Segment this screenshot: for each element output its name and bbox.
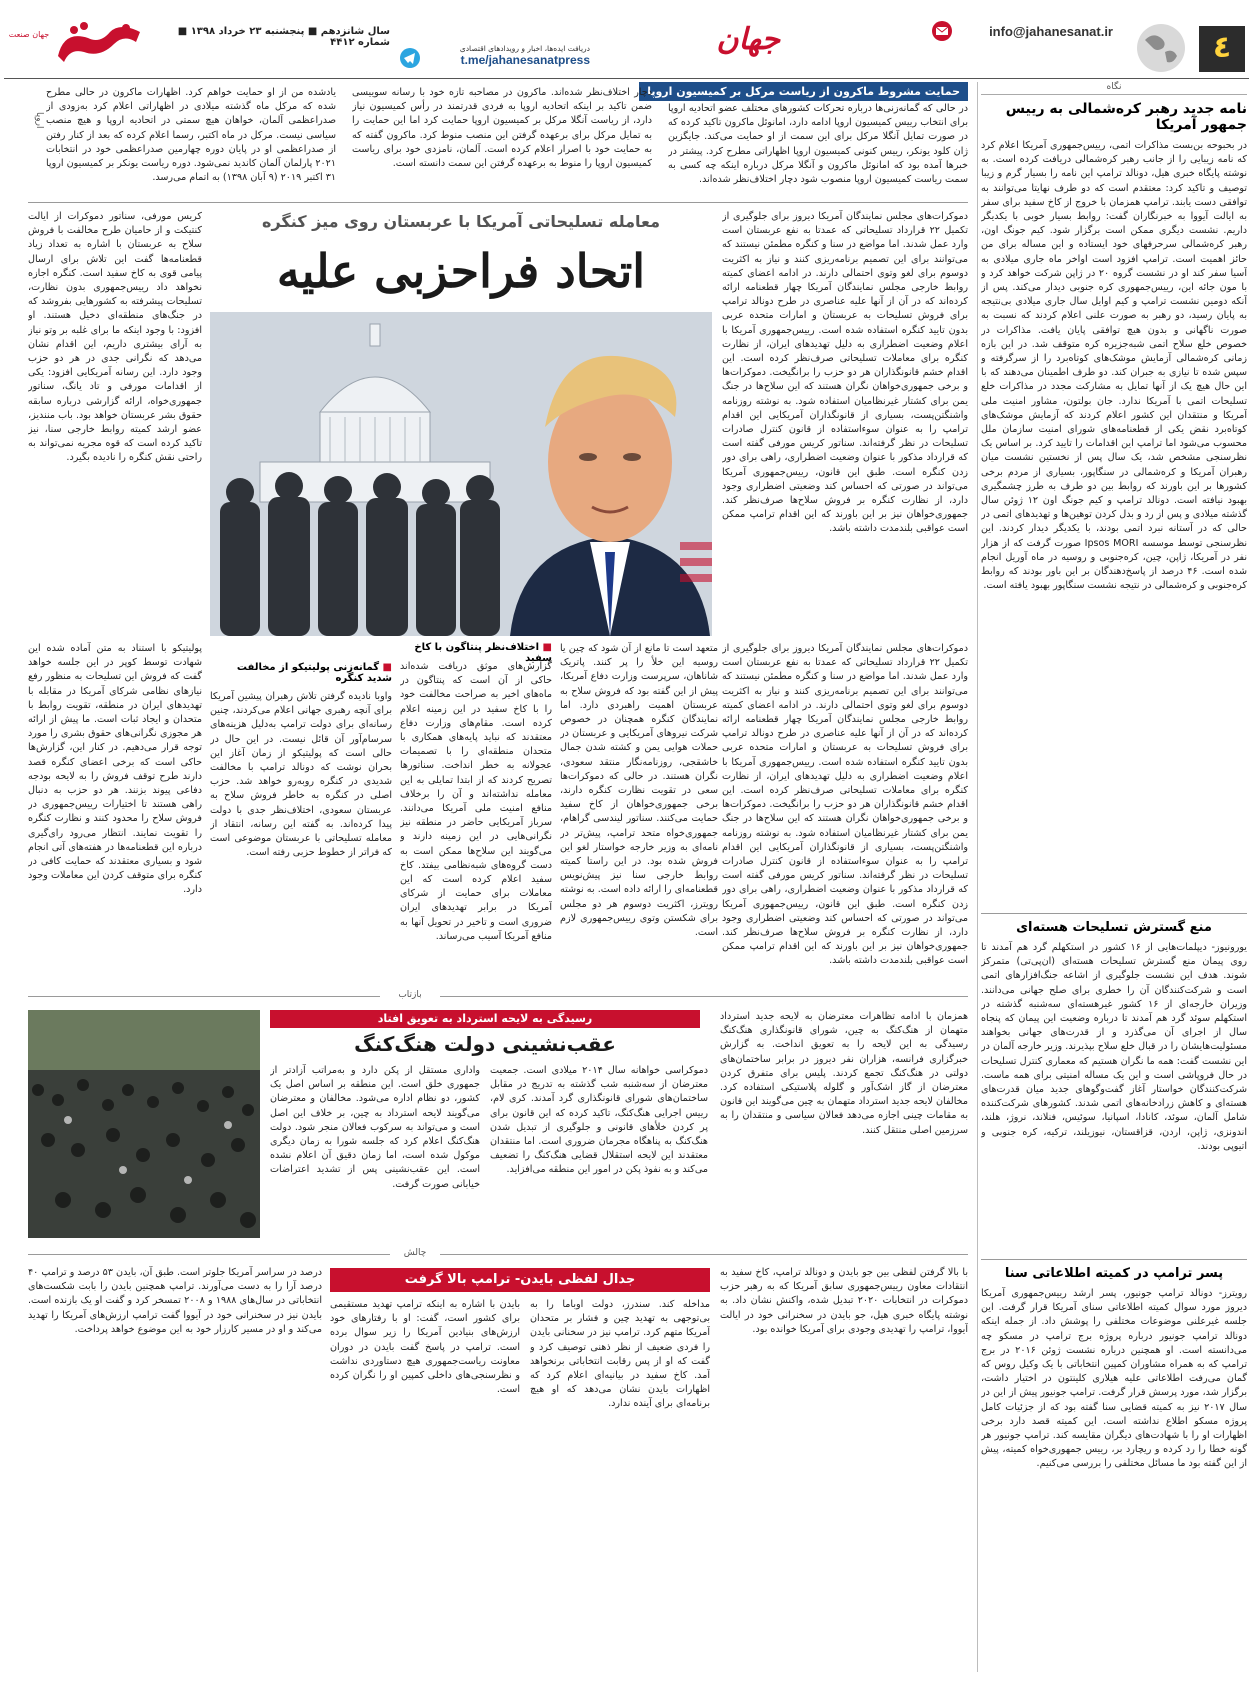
hk-col2: دموکراسی خواهانه سال ۲۰۱۴ میلادی است. جمعیت معترضان از سه‌شنبه شب گذشته به تدریج در مقابل ساختمان‌های شورای قانونگذاری گرد آمدند. کری لام، رییس اجرایی هنگ‌کنگ، تاکید کرده که این قانون برای پر کردن خلأهای قانونی و جلوگیری از تبدیل شدن هنگ‌کنگ به پناهگاه مجرمان ضروری است. اما منتقدان معتقدند این لایحه استقلال قضایی هنگ‌کنگ را تضعیف می‌کند و به نفوذ پکن در امور این منطقه می‌افزاید. [490,1065,708,1176]
sidebar-rule [977,82,978,1672]
sidebar-body-2: یورونیوز- دیپلمات‌هایی از ۱۶ کشور در استکهلم گرد هم آمدند تا روی پیمان منع گسترش تسلیحات هسته‌ای (ان‌پی‌تی) متمرکز شوند. هدف این نشست جلوگیری از اشاعه جنگ‌افزارهای اتمی است و شرکت‌کنندگان آن را خطری برای صلح جهانی می‌دانند. وزیران خارجه‌ای از ۱۶ کشور غیرهسته‌ای سه‌شنبه گذشته در استکهلم سوئد گرد هم آمدند تا درباره وضعیت این پیمان که پنجاه سال از اجرای آن می‌گذرد و از قدرت‌های جهانی بخواهند مسئولیت‌هایشان را در قبال خلع سلاح بپذیرند. وزیر خارجه آلمان در این نشست گفت: همه ما نگران هستیم که معماری کنترل تسلیحات در حال فروپاشی است و این یک مساله امنیتی برای همه ماست. شرکت‌کنندگان خواستار آغاز گفت‌وگوهای جدید میان قدرت‌های هسته‌ای و کاهش زرادخانه‌های اتمی شدند. کشورهای شرکت‌کننده شامل آلمان، سوئد، کانادا، اسپانیا، سوئیس، فنلاند، نروژ، هلند، اندونزی، ژاپن، اردن، قزاقستان، نیوزیلند، ترکیه، کره جنوبی و اتیوپی بودند. [981,942,1247,1152]
main-subhead-1-text: اختلاف‌نظر پنتاگون با کاخ سفید [414,642,552,664]
sidebar-title: نامه جدید رهبر کره‌شمالی به رییس جمهور آمریکا [1005,101,1247,133]
hk-photo [28,1010,260,1238]
main-subhead-2 [210,662,392,684]
biden-col1: با بالا گرفتن لفظی بین جو بایدن و دونالد ترامپ، کاخ سفید به انتقادات معاون رییس‌جمهوری سابق آمریکا که به رهبر حزب دموکرات در انتخابات ۲۰۲۰ تبدیل شده، واکنش نشان داد. به نوشته پایگاه خبری هیل، جو بایدن در سخنرانی خود در ایالت آیووا، ترامپ را تهدیدی وجودی برای آمریکا خوانده بود. [720,1267,968,1335]
main-headline: اتحاد فراحزبی علیه [276,244,646,298]
hk-col3: واداری مستقل از پکن دارد و به‌مراتب آزادتر از جمهوری خلق است. این منطقه بر اساس اصل یک کشور، دو نظام اداره می‌شود. مخالفان و معترضان می‌گویند لایحه استرداد به چین، بر خلاف این اصل است و می‌تواند به سرکوب فعالان منجر شود. دولت هنگ‌کنگ اعلام کرد که جلسه شورا به زمان دیگری موکول شده است، اما زمان دقیق آن اعلام نشده است. این عقب‌نشینی پس از تشدید اعتراضات خیابانی صورت گرفت. [270,1065,480,1190]
main-col-far-left: پولیتیکو با استناد به متن آماده شده این شهادت توسط کوپر در این جلسه خواهد گفت که فروش این تسلیحات به منظور رفع نیازهای نظامی شرکای آمریکا در مقابله با تهدیدهای ایران در منطقه، تقویت روابط با متحدان و ایجاد ثبات است. ما پیش از ارائه هر مجوزی نگرانی‌های حقوق بشری را مورد توجه قرار می‌دهیم. در کنار این، گزارش‌ها حاکی است که برخی اعضای کنگره قصد دارند طرح توقف فروش را به لایحه بودجه دفاعی پیوند بزنند. هر دو حزب به دنبال راهی هستند تا اختیارات رییس‌جمهوری در فروش سلاح را محدود کنند و نظارت کنگره را تقویت نمایند. انتظار می‌رود رای‌گیری درباره این قطعنامه‌ها در هفته‌های آتی انجام شود و بسیاری معتقدند که حمایت کافی در کنگره برای متوقف کردن این معاملات وجود دارد. [28,643,202,896]
biden-strap: جدال لفظی بایدن- ترامپ بالا گرفت [330,1268,710,1292]
top-box [28,82,968,200]
biden-col3: بایدن با اشاره به اینکه ترامپ تهدید مستقیمی برای کشور است، گفت: او با رفتارهای خود ارزش‌های بنیادین آمریکا را زیر سوال برده است. ترامپ در پاسخ گفت بایدن در دوران معاونت ریاست‌جمهوری هیچ دستاوردی نداشت و نظرسنجی‌های داخلی کمپین او را نگران کرده است. [330,1299,520,1396]
biden-kicker: چالش [390,1248,440,1258]
section-rule-2 [28,1254,968,1255]
logo-text: جهان صنعت [8,30,50,39]
hk-kicker: بازتاب [380,990,440,1000]
capitol-trump-illustration [210,312,712,636]
telegram-caption: دریافت ایده‌ها، اخبار و رویدادهای اقتصادی [459,44,590,53]
main-col-right-lower-text: دموکرات‌های مجلس نمایندگان آمریکا دیروز برای جلوگیری از تکمیل ۲۲ قرارداد تسلیحاتی که عمدتا به نفع عربستان است وارد عمل شدند. اما مواضع در سنا و کنگره مطمئن نیستند که می‌توانند برای این تصمیم برنامه‌ریزی کنند و نیاز به اکثریت دوسوم برای لغو وتوی احتمالی دارند. در ادامه اعضای کمیته روابط خارجی مجلس نمایندگان آمریکا چهار قطعنامه ارائه کرده‌اند که در آن از آنها علیه عناصری در طرح دونالد ترامپ برای فروش تسلیحات به عربستان و امارات متحده عربی بدون تایید کنگره استفاده شده است. رییس‌جمهوری آمریکا با اعلام وضعیت اضطراری به دلیل تهدیدهای ایران، از نظارت کنگره برای معاملات تسلیحاتی صرف‌نظر کرده است. این اقدام خشم قانونگذاران هر دو حزب را برانگیخت. دموکرات‌ها و برخی جمهوری‌خواهان نگران هستند که این سلاح‌ها در جنگ یمن برای کشتار غیرنظامیان استفاده شود. به نوشته روزنامه واشنگتن‌پست، بسیاری از قانونگذاران آمریکایی این اقدام ترامپ را به عنوان سوءاستفاده از قانون کنترل صادرات تسلیحات در نظر گرفته‌اند. سناتور کریس مورفی گفته است که قرارداد مذکور با عنوان وضعیت اضطراری، راهی برای دور زدن کنگره است. طبق این قانون، رییس‌جمهوری آمریکا می‌تواند در صورتی که احساس کند وضعیتی اضطراری وجود دارد، از نظارت کنگره بر فروش سلاح‌ها صرف‌نظر کند. جمهوری‌خواهان نیز بر این باورند که این اقدام ترامپ ممکن است عواقبی بلندمدت داشته باشد. [722,643,968,967]
section-rule-1 [28,996,968,997]
main-col-right-lower [722,642,968,990]
top-box-col2: دچار اختلاف‌نظر شده‌اند. ماکرون در مصاحبه تازه خود با رسانه سوییسی ضمن تاکید بر اینکه اتحادیه اروپا به فردی قدرتمند در رأس کمیسیون نیاز دارد، از ریاست آنگلا مرکل بر کمیسیون اروپا حمایت کرد اما این حمایت را به تمایل مرکل برای برعهده گرفتن این منصب منوط کرد. ماکرون گفته که به حمایت خود با اصرار اعلام کرده است. آلمان، نامزدی خود برای ریاست کمیسیون اروپا را منوط به برعهده گرفتن این سمت دانسته است. [352,87,652,170]
email-link[interactable]: info@jahanesanat.ir [989,24,1113,39]
email-icon [931,20,953,42]
sidebar-kicker: نگاه [981,82,1247,95]
top-box-col3: یادشده من از او حمایت خواهم کرد. اظهارات ماکرون در حالی مطرح شده که مرکل ماه گذشته میلادی در اظهاراتی اعلام کرد به‌زودی از صدراعظمی آلمان، خواهان هیچ سمتی در اتحادیه اروپا و هیچ منصب سیاسی نیست. مرکل در ماه اکتبر، رسما اعلام کرده که بعد از کنار رفتن از صدراعظمی او در پایان دوره چهارمین صدراعظمی خود در انتخابات ۲۰۲۱ پارلمان آلمان کاندید نمی‌شود. دوره ریاست یونکر بر کمیسیون اروپا ۳۱ اکتبر ۲۰۱۹ (۹ آبان ۱۳۹۸) به اتمام می‌رسد. [46,87,336,184]
hk-strap: رسیدگی به لایحه استرداد به تعویق افتاد [270,1010,700,1028]
sidebar-divider-2 [981,1259,1247,1260]
top-box-tag: اروپا [34,112,44,129]
main-col-right: دموکرات‌های مجلس نمایندگان آمریکا دیروز برای جلوگیری از تکمیل ۲۲ قرارداد تسلیحاتی که عمدتا به نفع عربستان است وارد عمل شدند. اما مواضع در سنا و کنگره مطمئن نیستند که می‌توانند برای این تصمیم برنامه‌ریزی کنند و نیاز به اکثریت دوسوم برای لغو وتوی احتمالی دارند. در ادامه اعضای کمیته روابط خارجی مجلس نمایندگان آمریکا چهار قطعنامه ارائه کرده‌اند که در آن از آنها علیه عناصری در طرح دونالد ترامپ برای فروش تسلیحات به عربستان و امارات متحده عربی بدون تایید کنگره استفاده شده است. رییس‌جمهوری آمریکا با اعلام وضعیت اضطراری به دلیل تهدیدهای ایران، از نظارت کنگره برای معاملات تسلیحاتی صرف‌نظر کرده است. این اقدام خشم قانونگذاران هر دو حزب را برانگیخت. دموکرات‌ها و برخی جمهوری‌خواهان نگران هستند که این سلاح‌ها در جنگ یمن برای کشتار غیرنظامیان استفاده شود. به نوشته روزنامه واشنگتن‌پست، بسیاری از قانونگذاران آمریکایی این اقدام ترامپ را به عنوان سوءاستفاده از قانون کنترل صادرات تسلیحات در نظر گرفته‌اند. سناتور کریس مورفی گفته است که قرارداد مذکور با عنوان وضعیت اضطراری، راهی برای دور زدن کنگره است. طبق این قانون، رییس‌جمهوری آمریکا می‌تواند در صورتی که احساس کند وضعیتی اضطراری وجود دارد، از نظارت کنگره بر فروش سلاح‌ها صرف‌نظر کند. جمهوری‌خواهان نیز بر این باورند که این اقدام ترامپ ممکن است عواقبی بلندمدت داشته باشد. [722,211,968,535]
main-col-center-left: واوبا نادیده گرفتن تلاش رهبران پیشین آمریکا برای آنچه رهبری جهانی اعلام می‌کردند، چنین رسانه‌ای برای دولت ترامپ به‌دلیل هزینه‌های سرسام‌آور آن قائل نیست. در این حال در حالی است که پولیتیکو از زمان آغاز این بحران نوشت که دونالد ترامپ با مخالفت شدیدی در کنگره روبه‌رو خواهد شد. حزب اصلی در کنگره به خاطر فروش سلاح به عربستان سعودی، اختلاف‌نظر جدی با دولت پیدا کرده‌اند. به گفته این رسانه، انتقاد از معامله تسلیحاتی با عربستان موضوعی است که فراتر از خطوط حزبی رفته است. [210,691,392,859]
top-box-rule [28,202,968,203]
main-col-center: گزارش‌های موثق دریافت شده‌اند حاکی از آن است که پنتاگون در ماه‌های اخیر به صراحت مخالفت خود را با کاخ سفید در این زمینه اعلام کرده است. مقام‌های وزارت دفاع معتقدند که نباید پایه‌های همکاری با متحدان منطقه‌ای را با تصمیمات عجولانه به خطر انداخت. سناتورها تصریح کردند که از ابتدا تمایلی به این معامله نداشته‌اند و آن را برخلاف منافع امنیت ملی آمریکا می‌دانند. سرباز آمریکایی حاضر در منطقه نیز نگرانی‌هایی در این زمینه دارند و می‌گویند این سلاح‌ها ممکن است به دست گروه‌های شبه‌نظامی بیفتد. کاخ سفید اعلام کرده است که این معاملات برای حمایت از شرکای آمریکا در برابر تهدیدهای ایران ضروری است و تاخیر در تحویل آنها به منافع آمریکا آسیب می‌رساند. [400,661,552,942]
sidebar-title-2: منع گسترش تسلیحات هسته‌ای [1016,920,1212,935]
main-col-left: کریس مورفی، سناتور دموکرات از ایالت کنتیکت و از حامیان طرح مخالفت با فروش سلاح به عربستان با اشاره به تعداد زیاد قطعنامه‌ها گفت این تلاش برای ارسال پیامی قوی به کاخ سفید است. کنگره اجازه نخواهد داد رییس‌جمهوری بدون نظارت، تسلیحات پیشرفته به کشورهایی بفروشد که در جنگ‌های منطقه‌ای دخیل هستند. او افزود: با وجود اینکه ما برای غلبه بر وتو نیاز به آرای بیشتری داریم، این اقدام نشان می‌دهد که نگرانی جدی در هر دو حزب وجود دارد. این رسانه آمریکایی افزود: یکی از اقدامات مورفی و تاد یانگ، سناتور جمهوری‌خواه، ارائه گزارشی درباره سابقه حقوق بشر عربستان خواهد بود. باب مننديز، عضو ارشد کمیته روابط خارجی سنا، نیز تاکید کرده است که قوه مجریه نمی‌تواند به راحتی نقش کنگره را نادیده بگیرد. [28,211,202,464]
telegram-link[interactable]: t.me/jahanesanatpress [460,53,590,67]
sidebar [981,82,1247,1672]
biden-col4: درصد در سراسر آمریکا جلوتر است. طبق آن، بایدن ۵۳ درصد و ترامپ ۴۰ درصد آرا را به دست می‌آورند. ترامپ همچنین بایدن را بابت شکست‌های انتخاباتی در سال‌های ۱۹۸۸ و ۲۰۰۸ تمسخر کرد و گفت او یک بازنده است. بایدن نیز در سخنرانی خود در آیووا گفت ترامپ ارزش‌های آمریکا را تهدید می‌کند و او در مسیر کارزار خود به این موضوع خواهد پرداخت. [28,1267,322,1335]
logo [54,16,146,72]
top-box-col1: در حالی که گمانه‌زنی‌ها درباره تحرکات کشورهای مختلف عضو اتحادیه اروپا برای انتخاب رییس کمیسیون اروپا ادامه دارد، امانوئل ماکرون تاکید کرده که در صورت تمایل آنگلا مرکل برای این سمت از او حمایت می‌کند. جایگزین ژان کلود یونکر، رییس کنونی کمیسیون اروپا اظهاراتی مطرح کرد. پیشتر در خبرها آمده بود که امانوئل ماکرون و آنگلا مرکل درباره اینکه چه کسی به سمت ریاست کمیسیون اروپا منصوب شود دچار اختلاف‌نظر شده‌اند. [668,103,968,186]
page-number: ٤ [1199,26,1245,72]
main-col-mid-right: متعهد است تا مانع از آن شود که چین یا روسیه این خلأ را پر کنند. پاتریک شاناهان، سرپرست وزارت دفاع آمریکا، پیش از این گفته بود که فروش سلاح به عربستان اهمیت راهبردی دارد. اما نمایندگان کنگره همچنان در خصوص شرکت نیروهای آمریکایی و عربستان در حملات هوایی یمن و کشته شدن جمال خاشقجی، روزنامه‌نگار منتقد سعودی، نگران هستند. در حالی که دموکرات‌ها سعی در تقویت نظارت کنگره دارند، برخی جمهوری‌خواهان از کاخ سفید حمایت می‌کنند. سناتور لیندسی گراهام، جمهوری‌خواه متحد ترامپ، پیش‌تر در نامه‌ای به وزیر خارجه خواستار لغو این فروش شده بود. در این راستا کمیته روابط خارجی سنا نیز پیش‌نویس قطعنامه‌ای را ارائه داده است. به نوشته رویترز، اکثریت دوسوم هر دو مجلس برای شکستن وتوی رییس‌جمهوری لازم است. [560,643,718,939]
biden-col2: مداخله کند. سندرز، دولت اوباما را به بی‌توجهی به تهدید چین و فشار بر متحدان آمریکا متهم کرد. ترامپ نیز در سخنانی بایدن را فردی ضعیف از نظر ذهنی توصیف کرد و گفت که او از پس رقابت انتخاباتی برنخواهد آمد. کاخ سفید در بیانیه‌ای اعلام کرد که اظهارات بایدن نشان می‌دهد که او هیچ برنامه‌ای برای آینده ندارد. [530,1299,710,1410]
telegram-icon [400,48,420,68]
hk-col1: همزمان با ادامه تظاهرات معترضان به لایحه جدید استرداد متهمان از هنگ‌کنگ به چین، شورای قانونگذاری هنگ‌کنگ رسیدگی به این لایحه را به تعویق انداخت. به گزارش خبرگزاری فرانسه، هزاران نفر دیروز در برابر ساختمان‌های دولتی در هنگ‌کنگ تجمع کردند. پلیس برای متفرق کردن معترضان از گاز اشک‌آور و گلوله پلاستیکی استفاده کرد. مخالفان لایحه جدید استرداد متهمان به چین می‌گویند این قانون به مقامات چینی اجازه می‌دهد فعالان سیاسی و منتقدان را به سرزمین اصلی منتقل کنند. [720,1011,968,1136]
header [0,0,1253,80]
telegram-block[interactable] [420,44,590,74]
top-box-title: حمایت مشروط ماکرون از ریاست مرکل بر کمیسیون اروپا [639,82,968,101]
main-photo [210,312,712,636]
sidebar-body-3: رویترز- دونالد ترامپ جونیور، پسر ارشد رییس‌جمهوری آمریکا دیروز مورد سوال کمیته اطلاعاتی سنای آمریکا قرار گرفت. این جلسه غیرعلنی موضوعات مختلفی را پوشش داد. از جمله اینکه دونالد ترامپ جونیور درباره پروژه برج ترامپ در مسکو چه می‌دانسته است. او همچنین درباره نشست ژوئن ۲۰۱۶ در برج ترامپ که به همراه مشاوران کمپین انتخاباتی با یک وکیل روس که گمان می‌رفت اطلاعاتی علیه هیلاری کلینتون در اختیار داشت، برگزار شد، مورد پرسش قرار گرفت. ترامپ جونیور پیش از این در سال ۲۰۱۷ نیز به کمیته قضایی سنا گفته بود که از جزئیات کامل پروژه مسکو اطلاع نداشته است. این کمیته قصد دارد برخی اظهارات او را با شهادت‌های دیگران مقایسه کند. ترامپ جونیور هر گونه خطا را رد کرده و ریچارد بر، رییس جمهوری‌خواه کمیته، پیش از این گفته بود ما مسائل مختلفی را بررسی می‌کنیم. [981,1288,1247,1470]
main-kicker: معامله تسلیحاتی آمریکا با عربستان روی میز کنگره [262,212,660,231]
globe-icon [1131,22,1191,74]
issue-line: سال شانزدهم ■ پنجشنبه ۲۳ خرداد ۱۳۹۸ ■ شماره ۴۴۱۲ [177,26,390,48]
sidebar-divider [981,913,1247,914]
subhead-marker-2: ■ [379,662,392,673]
header-rule [4,78,1249,79]
sidebar-body: در بحبوحه بن‌بست مذاکرات اتمی، رییس‌جمهوری آمریکا اعلام کرد که نامه زیبایی را از جانب رهبر کره‌شمالی دریافت کرده است. به نوشته پایگاه خبری هیل، دونالد ترامپ این نامه را بسیار گرم و زیبا توصیف و تاکید کرد: معتقدم است که دو طرف نهایتا می‌توانند به توافقی دست یابند. ترامپ همزمان با خروج از کاخ سفید برای سفر به ایالت آیووا به خبرنگاران گفت: روابط بسیار خوبی با یکدیگر داریم. نشست دیگری ممکن است برگزار شود. کیم جونگ اون، رهبر کره‌شمالی سرحرفهای خود ایستاده و این مساله برای من حائز اهمیت است. ترامپ افزود است اواخر ماه جاری میلادی به آسیا سفر کند او در نشست گروه ۲۰ در ژاپن شرکت خواهد کرد و با مون جائه این، رییس‌جمهوری کره جنوبی دیدار می‌کند. پس از آنکه دومین نشست ترامپ و کیم اوایل سال جاری میلادی بی‌نتیجه به پایان رسید، دو رهبر به صورت علنی اعلام کردند که نسبت به صورت ناگهانی و بدون هیچ توافقی پایان یافت. مذاکرات در خصوص خلع سلاح اتمی شبه‌جزیره کره متوقف شد. در این بازه زمانی کره‌شمالی آزمایش موشک‌های کوتاه‌برد را از سرگرفته و سپس شده تا نیازی به جبران کند. دو طرف اطمینان می‌دهند که با این حال هیچ یک از آنها تمایل به مشارکت مجدد در مذاکرات خلع تسلیحات اتمی با آمریکا ندارد. جان بولتون، مشاور امنیت ملی آمریکا و منتقدان این کشور اعلام کردند که آزمایش موشک‌های کوتاه‌برد نقض یکی از قطعنامه‌های شورای امنیت سازمان ملل محسوب می‌شود اما ترامپ این اقدامات را تایید کرد. بر اساس یک نظرسنجی مشخص شد، یک سال پس از نخستین نشست میان رهبران آمریکا و کره‌شمالی در سنگاپور، بسیاری از مردم برخی کشورها بر این باورند که روابط بین دو طرف به طرز چشمگیری بهبود نیافته است. دونالد ترامپ و کیم جونگ اون ۱۲ ژوئن سال گذشته میلادی و پس از رد و بدل کردن توهین‌ها و تهدیدهای اتمی در حالی که در آستانه نبرد اتمی بودند، با یکدیگر دیدار کردند. این نظرسنجی توسط موسسه Ipsos MORI صورت گرفت که از هزار نفر در آمریکا، ژاپن، چین، کره‌جنوبی و روسیه در ماه آوریل انجام شده است. ۴۶ درصد از پاسخ‌دهندگان بر این باور بودند که روابط کره‌جنوبی و کره‌شمالی در نتیجه نشست سنگاپور بهبود یافته است. [981,140,1247,592]
protest-crowd-illustration [28,1010,260,1238]
main-subhead-2-text: گمانه‌زنی پولیتیکو از مخالفت شدید کنگره [236,662,392,684]
subhead-marker-1: ■ [539,642,552,653]
sidebar-title-3: پسر ترامپ در کمیته اطلاعاتی سنا [1004,1266,1224,1281]
logo-mark [54,16,146,72]
section-title: جهان [716,22,780,57]
hk-headline: عقب‌نشینی دولت هنگ‌کنگ [354,1032,616,1056]
